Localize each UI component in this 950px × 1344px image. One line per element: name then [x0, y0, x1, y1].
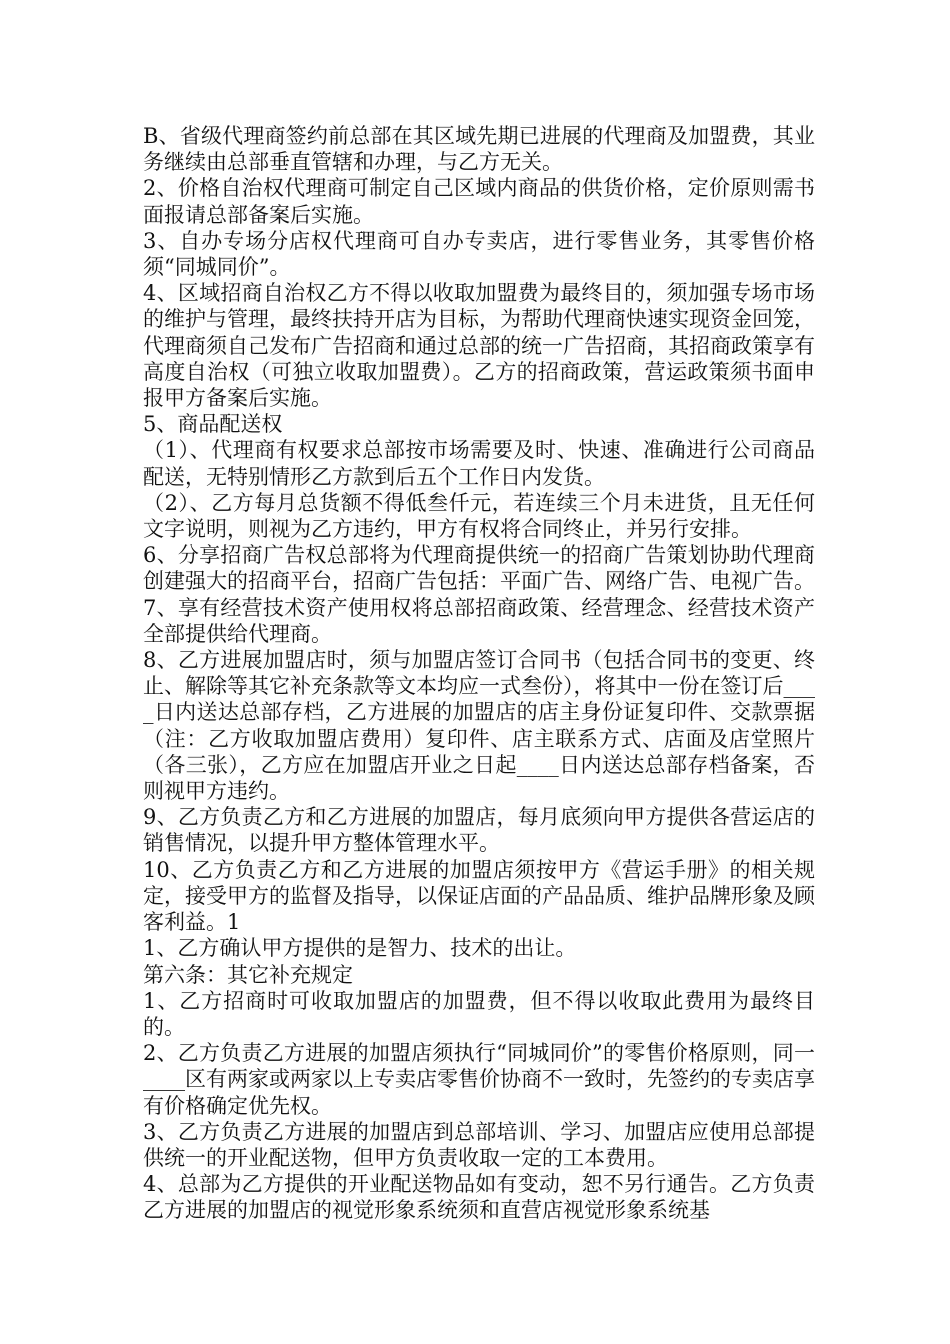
paragraph-9-sales-report: 9、乙方负责乙方和乙方进展的加盟店，每月底须向甲方提供各营运店的销售情况，以提升甲方整体管理水平。 [143, 805, 815, 856]
paragraph-3-own-store-right: 3、自办专场分店权代理商可自办专卖店，进行零售业务，其零售价格须“同城同价”。 [143, 228, 815, 280]
paragraph-7-technical-assets: 7、享有经营技术资产使用权将总部招商政策、经营理念、经营技术资产全部提供给代理商。 [143, 595, 815, 646]
paragraph-5-delivery-right: 5、商品配送权 [143, 412, 283, 437]
paragraph-5-1-delivery: （1）、代理商有权要求总部按市场需要及时、快速、准确进行公司商品配送，无特别情形乙方款到后五个工作日内发货。 [143, 438, 815, 489]
paragraph-6-1-franchise-fee: 1、乙方招商时可收取加盟店的加盟费，但不得以收取此费用为最终目的。 [143, 988, 815, 1039]
paragraph-4-regional-recruitment: 4、区域招商自治权乙方不得以收取加盟费为最终目的，须加强专场市场的维护与管理，最终扶持开店为目标，为帮助代理商快速实现资金回笼，代理商须自己发布广告招商和通过总部的统一广告招商，其招商政策享有高度自治权（可独立收取加盟费）。乙方的招商政策，营运政策须书面申报甲方备案后实施。 [143, 281, 815, 411]
paragraph-b-provincial-agent: B、省级代理商签约前总部在其区域先期已进展的代理商及加盟费，其业务继续由总部垂直管辖和办理，与乙方无关。 [143, 124, 815, 175]
paragraph-6-4-opening-supplies: 4、总部为乙方提供的开业配送物品如有变动，恕不另行通告。乙方负责乙方进展的加盟店的视觉形象系统须和直营店视觉形象系统基 [143, 1172, 815, 1223]
paragraph-6-3-training: 3、乙方负责乙方进展的加盟店到总部培训、学习、加盟店应使用总部提供统一的开业配送物，但甲方负责收取一定的工本费用。 [143, 1119, 815, 1170]
paragraph-1-intellectual-transfer: 1、乙方确认甲方提供的是智力、技术的出让。 [143, 936, 577, 961]
paragraph-5-2-monthly-volume: （2）、乙方每月总货额不得低叁仟元，若连续三个月未进货，且无任何文字说明，则视为乙方违约，甲方有权将合同终止，并另行安排。 [143, 490, 815, 542]
paragraph-6-2-same-city-price: 2、乙方负责乙方进展的加盟店须执行“同城同价”的零售价格原则，同一____区有两家或两家以上专卖店零售价协商不一致时，先签约的专卖店享有价格确定优先权。 [143, 1041, 815, 1118]
paragraph-2-price-autonomy: 2、价格自治权代理商可制定自己区域内商品的供货价格，定价原则需书面报请总部备案后实施。 [143, 176, 815, 227]
paragraph-10-operations-manual: 10、乙方负责乙方和乙方进展的加盟店须按甲方《营运手册》的相关规定，接受甲方的监督及指导，以保证店面的产品品质、维护品牌形象及顾客利益。1 [143, 857, 815, 935]
document-page [143, 123, 815, 1224]
section-heading-article-6: 第六条：其它补充规定 [143, 962, 353, 987]
paragraph-6-advertising-right: 6、分享招商广告权总部将为代理商提供统一的招商广告策划协助代理商创建强大的招商平台，招商广告包括：平面广告、网络广告、电视广告。 [143, 543, 815, 594]
paragraph-8-franchise-contract: 8、乙方进展加盟店时，须与加盟店签订合同书（包括合同书的变更、终止、解除等其它补充条款等文本均应一式叁份），将其中一份在签订后____日内送达总部存档，乙方进展的加盟店的店主身份证复印件、交款票据（注：乙方收取加盟店费用）复印件、店主联系方式、店面及店堂照片（各三张），乙方应在加盟店开业之日起____日内送达总部存档备案，否则视甲方违约。 [143, 648, 815, 804]
